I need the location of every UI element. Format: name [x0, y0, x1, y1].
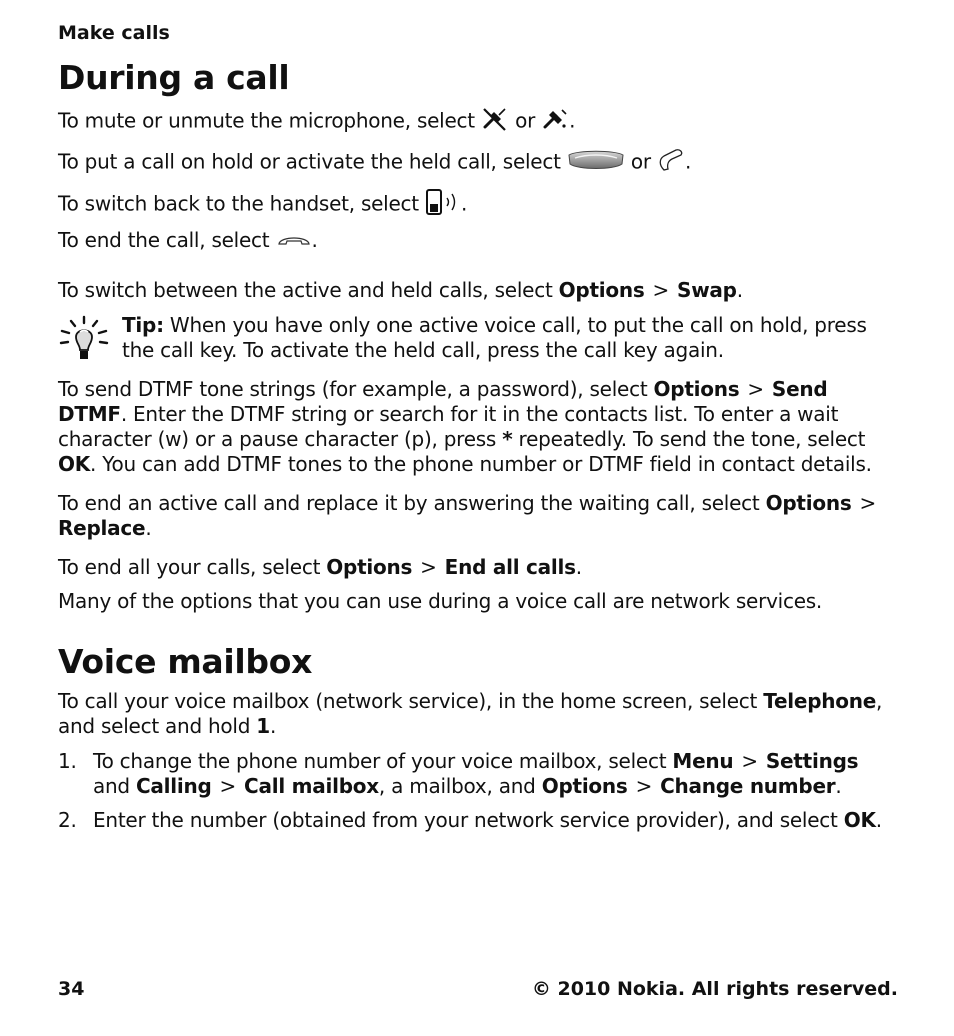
paragraph-end-all: To end all your calls, select Options > End all calls. — [58, 555, 582, 579]
end-call-icon — [276, 229, 312, 254]
list-item: 2. Enter the number (obtained from your network service provider), and select OK. — [58, 808, 882, 832]
unmute-icon — [541, 106, 569, 138]
paragraph-replace: To end an active call and replace it by answering the waiting call, select Options >Replace. — [58, 491, 876, 540]
paragraph-end-call: To end the call, select . — [58, 228, 318, 252]
hold-icon — [567, 148, 625, 178]
paragraph-mailbox-intro: To call your voice mailbox (network service), in the home screen, select Telephone, and select and hold 1. — [58, 689, 883, 738]
paragraph-network-services: Many of the options that you can use during a voice call are network services. — [58, 589, 823, 613]
handset-icon — [425, 188, 461, 222]
paragraph-dtmf: To send DTMF tone strings (for example, a password), select Options > Send DTMF. Enter the DTMF string or search for it in the contacts list. To enter a wait character (w) or a pause character (p), press * repeatedly. To send the tone, select OK. You can add DTMF tones to the phone number or DTMF field in contact details. — [58, 377, 872, 476]
tip-lightbulb-icon — [58, 315, 110, 363]
paragraph-hold: To put a call on hold or activate the held call, select or . — [58, 147, 898, 179]
list-item: 1. To change the phone number of your voice mailbox, select Menu > Settings and Calling > Call mailbox, a mailbox, and Options > Change number. — [58, 749, 859, 798]
paragraph-mute: To mute or unmute the microphone, select or . — [58, 106, 898, 138]
mute-icon — [481, 106, 509, 138]
heading-voice-mailbox: Voice mailbox — [58, 642, 313, 681]
tip-text: Tip: When you have only one active voice call, to put the call on hold, press the call key. To activate the held call, press the call key again. — [122, 313, 867, 362]
mailbox-steps — [58, 749, 898, 842]
paragraph-swap: To switch between the active and held calls, select Options > Swap. — [58, 278, 743, 302]
paragraph-handset: To switch back to the handset, select . — [58, 188, 898, 222]
heading-during-call: During a call — [58, 58, 290, 97]
section-header: Make calls — [58, 22, 170, 44]
page-number: 34 — [58, 978, 85, 1000]
copyright: © 2010 Nokia. All rights reserved. — [531, 978, 898, 1000]
activate-icon — [657, 147, 685, 179]
